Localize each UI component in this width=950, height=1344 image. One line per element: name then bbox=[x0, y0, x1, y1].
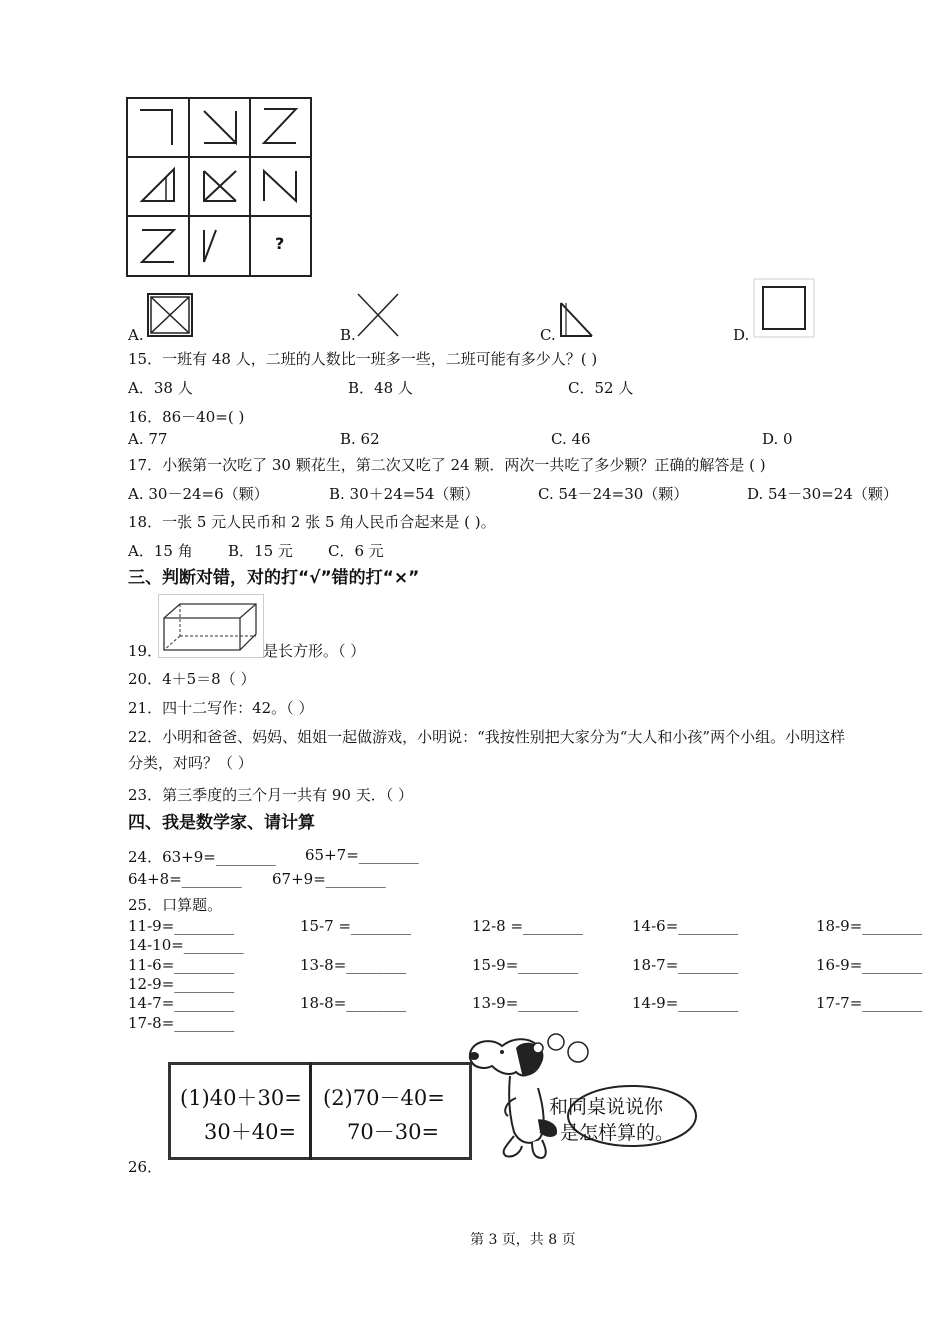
q15-stem: 15．一班有 48 人，二班的人数比一班多一些，二班可能有多少人？( ) bbox=[128, 350, 598, 368]
q25-item[interactable]: 12-8 =________ bbox=[472, 917, 584, 935]
pattern-grid bbox=[126, 97, 312, 277]
q18-option-a[interactable]: A．15 角 bbox=[128, 542, 193, 560]
q14-option-c-label[interactable]: C. bbox=[540, 326, 556, 344]
q14-option-b-label[interactable]: B. bbox=[340, 326, 356, 344]
q25-item[interactable]: 14-9=________ bbox=[632, 994, 739, 1012]
cuboid-figure bbox=[158, 594, 264, 658]
q22-line1: 22．小明和爸爸、妈妈、姐姐一起做游戏，小明说：“我按性别把大家分为“大人和小孩”两个小组。小明这样 bbox=[128, 728, 846, 746]
q14-option-d-figure[interactable] bbox=[753, 278, 815, 338]
q25-item[interactable]: 13-8=________ bbox=[300, 956, 407, 974]
q21-text: 21．四十二写作：42。（ ） bbox=[128, 699, 314, 717]
q16-option-a[interactable]: A. 77 bbox=[128, 430, 168, 448]
q23-text: 23．第三季度的三个月一共有 90 天．（ ） bbox=[128, 786, 413, 804]
q25-item[interactable]: 14-7=________ bbox=[128, 994, 235, 1012]
q20-text: 20．4＋5＝8（ ） bbox=[128, 670, 256, 688]
q25-item[interactable]: 17-7=________ bbox=[816, 994, 923, 1012]
q15-option-b[interactable]: B．48 人 bbox=[348, 379, 413, 397]
q22-line2: 分类，对吗？（ ） bbox=[128, 754, 253, 772]
q26-number: 26． bbox=[128, 1158, 163, 1176]
q25-item[interactable]: 15-7 =________ bbox=[300, 917, 412, 935]
q25-item[interactable]: 13-9=________ bbox=[472, 994, 579, 1012]
q25-item[interactable]: 18-9=________ bbox=[816, 917, 923, 935]
q16-option-b[interactable]: B. 62 bbox=[340, 430, 380, 448]
q26-illustration bbox=[160, 1028, 700, 1168]
q16-option-c[interactable]: C. 46 bbox=[551, 430, 591, 448]
q25-item[interactable]: 16-9=________ bbox=[816, 956, 923, 974]
q18-option-b[interactable]: B．15 元 bbox=[228, 542, 293, 560]
q24-item-2[interactable]: 65+7=________ bbox=[305, 846, 419, 864]
section-3-heading: 三、判断对错，对的打“√”错的打“×” bbox=[128, 568, 420, 588]
q19-number: 19． bbox=[128, 642, 163, 660]
q25-item[interactable]: 18-8=________ bbox=[300, 994, 407, 1012]
q25-item[interactable]: 11-9=________ bbox=[128, 917, 235, 935]
q25-item[interactable]: 18-7=________ bbox=[632, 956, 739, 974]
q18-option-c[interactable]: C．6 元 bbox=[328, 542, 384, 560]
q17-option-b[interactable]: B. 30＋24=54（颗） bbox=[329, 485, 480, 503]
q16-option-d[interactable]: D. 0 bbox=[762, 430, 793, 448]
q26-box1-line2: 30＋40= bbox=[204, 1120, 297, 1144]
bubble-text-line1: 和同桌说说你 bbox=[549, 1096, 664, 1118]
q17-option-d[interactable]: D. 54－30=24（颗） bbox=[747, 485, 898, 503]
q25-item[interactable]: 15-9=________ bbox=[472, 956, 579, 974]
q17-option-a[interactable]: A. 30－24=6（颗） bbox=[128, 485, 269, 503]
bubble-text-line2: 是怎样算的。 bbox=[560, 1122, 675, 1144]
q25-item[interactable]: 14-10=________ bbox=[128, 936, 244, 954]
q14-option-b-figure[interactable] bbox=[356, 292, 400, 338]
q17-option-c[interactable]: C. 54－24=30（颗） bbox=[538, 485, 689, 503]
grid-question-mark: ? bbox=[275, 234, 285, 253]
q16-stem: 16．86－40=( ) bbox=[128, 408, 245, 426]
q26-box1-line1: (1)40＋30= bbox=[180, 1086, 302, 1110]
q25-item[interactable]: 14-6=________ bbox=[632, 917, 739, 935]
q24-item-1[interactable]: 24．63+9=________ bbox=[128, 848, 276, 866]
q14-option-d-label[interactable]: D. bbox=[733, 326, 750, 344]
q25-item[interactable]: 17-8=________ bbox=[128, 1014, 235, 1032]
section-4-heading: 四、我是数学家、请计算 bbox=[128, 813, 315, 833]
q14-option-a-figure[interactable] bbox=[146, 292, 194, 338]
q26-box2-line2: 70－30= bbox=[347, 1120, 440, 1144]
q18-stem: 18．一张 5 元人民币和 2 张 5 角人民币合起来是 ( )。 bbox=[128, 513, 496, 531]
q15-option-a[interactable]: A．38 人 bbox=[128, 379, 193, 397]
q14-option-a-label[interactable]: A. bbox=[128, 326, 144, 344]
q26-box2-line1: (2)70－40= bbox=[323, 1086, 445, 1110]
q24-item-4[interactable]: 67+9=________ bbox=[272, 870, 386, 888]
q17-stem: 17．小猴第一次吃了 30 颗花生，第二次又吃了 24 颗．两次一共吃了多少颗？正确的解答是 ( ) bbox=[128, 456, 766, 474]
q14-option-c-figure[interactable] bbox=[556, 300, 596, 340]
q25-item[interactable]: 12-9=________ bbox=[128, 975, 235, 993]
q19-text: 是长方形。（ ） bbox=[263, 642, 366, 660]
page-footer: 第 3 页，共 8 页 bbox=[470, 1232, 576, 1248]
q15-option-c[interactable]: C．52 人 bbox=[568, 379, 634, 397]
q25-title: 25．口算题。 bbox=[128, 896, 223, 914]
q26-box-divider bbox=[309, 1062, 312, 1160]
q25-item[interactable]: 11-6=________ bbox=[128, 956, 235, 974]
q24-item-3[interactable]: 64+8=________ bbox=[128, 870, 242, 888]
